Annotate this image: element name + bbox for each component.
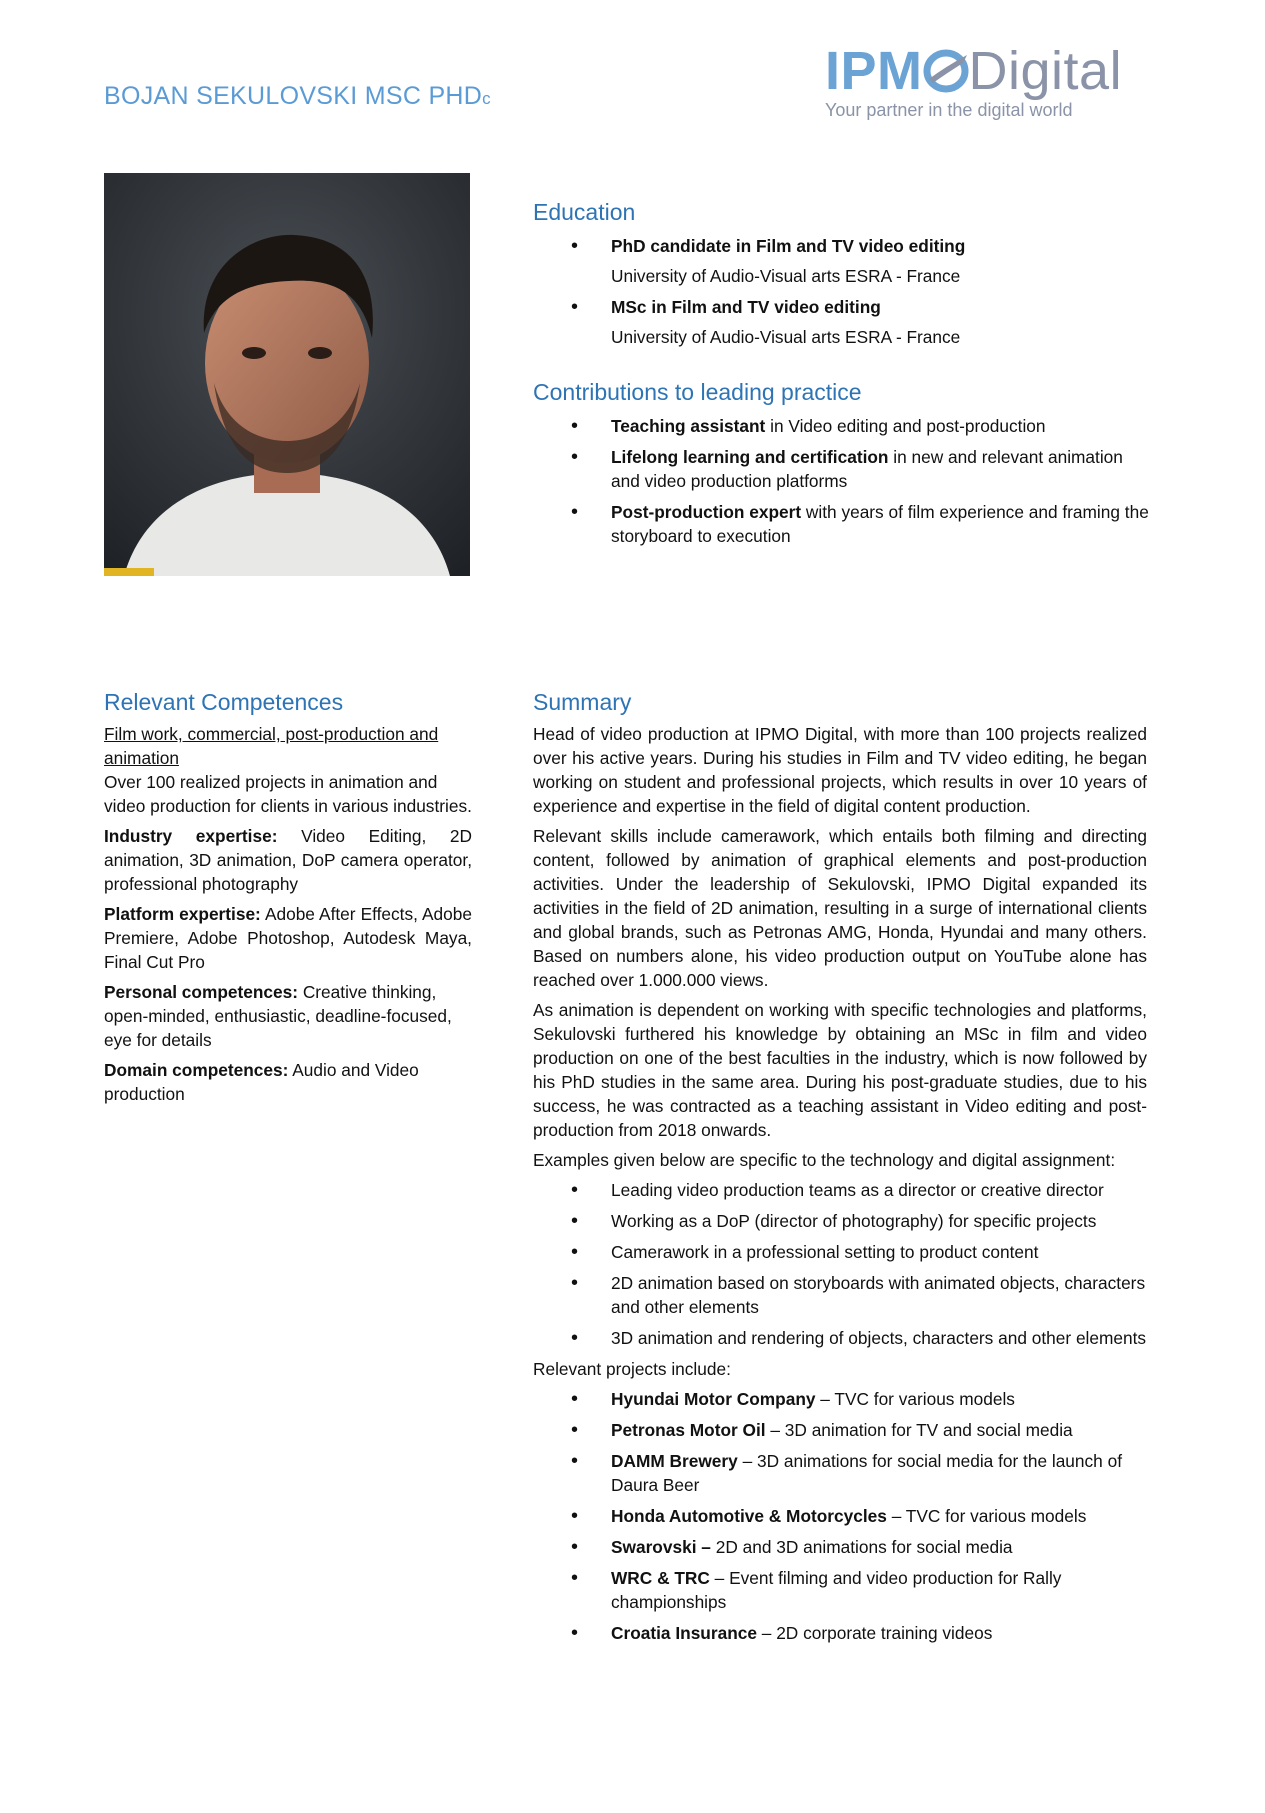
project-text: – 3D animation for TV and social media bbox=[765, 1420, 1073, 1440]
education-institution: University of Audio-Visual arts ESRA - France bbox=[611, 327, 961, 347]
profile-photo bbox=[104, 173, 470, 576]
logo-o-swoosh-icon bbox=[923, 45, 969, 89]
company-logo bbox=[825, 41, 1135, 124]
contributions-list bbox=[533, 414, 1153, 548]
example-item: • Leading video production teams as a director or creative director bbox=[533, 1178, 1147, 1202]
project-client: Swarovski – bbox=[611, 1537, 711, 1557]
project-text: – 2D corporate training videos bbox=[756, 1623, 993, 1643]
education-degree: MSc in Film and TV video editing bbox=[611, 297, 881, 317]
contributions-title: Contributions to leading practice bbox=[533, 379, 862, 405]
projects-intro: Relevant projects include: bbox=[533, 1359, 731, 1379]
contribution-item bbox=[533, 414, 1153, 438]
summary-section bbox=[533, 690, 1147, 1652]
person-name-text: BOJAN SEKULOVSKI MSC PHD bbox=[104, 82, 483, 110]
projects-list bbox=[533, 1387, 1147, 1645]
logo-tagline: Your partner in the digital world bbox=[825, 100, 1073, 120]
competence-item bbox=[104, 824, 472, 896]
project-client: DAMM Brewery bbox=[611, 1451, 738, 1471]
person-name-suffix: c bbox=[482, 89, 491, 108]
competence-item bbox=[104, 902, 472, 974]
contribution-text: in Video editing and post-production bbox=[765, 416, 1046, 436]
summary-title: Summary bbox=[533, 689, 632, 715]
competence-label: Platform expertise: bbox=[104, 904, 261, 924]
competences-section bbox=[104, 690, 472, 1112]
project-text: – 3D animations for social media for the launch of Daura Beer bbox=[611, 1451, 1122, 1495]
competence-text: Video Editing, 2D animation, 3D animation, DoP camera operator, professional photography bbox=[104, 826, 472, 894]
contribution-bold: Post-production expert bbox=[611, 502, 802, 522]
project-client: Croatia Insurance bbox=[611, 1623, 757, 1643]
contribution-item bbox=[533, 445, 1153, 493]
project-item bbox=[533, 1387, 1147, 1411]
contributions-section bbox=[533, 380, 1153, 555]
contribution-bold: Lifelong learning and certification bbox=[611, 447, 889, 467]
project-client: Hyundai Motor Company bbox=[611, 1389, 816, 1409]
contribution-text: with years of film experience and framing the storyboard to execution bbox=[611, 502, 1149, 546]
competence-label: Domain competences: bbox=[104, 1060, 289, 1080]
competence-item bbox=[104, 980, 472, 1052]
education-item bbox=[533, 295, 1153, 349]
project-text: – TVC for various models bbox=[886, 1506, 1087, 1526]
project-item bbox=[533, 1566, 1147, 1614]
logo-digital-text: Digital bbox=[968, 41, 1123, 101]
competences-intro: Over 100 realized projects in animation and video production for clients in various industries. bbox=[104, 772, 472, 816]
competence-text: Creative thinking, open-minded, enthusiastic, deadline-focused, eye for details bbox=[104, 982, 452, 1050]
contribution-item bbox=[533, 500, 1153, 548]
portrait-icon bbox=[104, 173, 470, 576]
competence-item bbox=[104, 1058, 472, 1106]
example-item: • 3D animation and rendering of objects, characters and other elements bbox=[533, 1326, 1147, 1350]
example-item: • 2D animation based on storyboards with animated objects, characters and other elements bbox=[533, 1271, 1147, 1319]
project-text: – TVC for various models bbox=[815, 1389, 1015, 1409]
competence-label: Industry expertise: bbox=[104, 826, 278, 846]
project-text: – Event filming and video production for Rally championships bbox=[611, 1568, 1062, 1612]
example-item: • Camerawork in a professional setting to product content bbox=[533, 1240, 1147, 1264]
project-item bbox=[533, 1418, 1147, 1442]
examples-intro: Examples given below are specific to the technology and digital assignment: bbox=[533, 1150, 1116, 1170]
education-section bbox=[533, 200, 1153, 356]
logo-wordmark bbox=[825, 41, 1135, 101]
contribution-bold: Teaching assistant bbox=[611, 416, 766, 436]
person-name bbox=[104, 82, 491, 111]
competence-text: Adobe After Effects, Adobe Premiere, Adobe Photoshop, Autodesk Maya, Final Cut Pro bbox=[104, 904, 473, 972]
project-text: 2D and 3D animations for social media bbox=[710, 1537, 1013, 1557]
project-item bbox=[533, 1504, 1147, 1528]
project-client: WRC & TRC bbox=[611, 1568, 710, 1588]
education-item bbox=[533, 234, 1153, 288]
logo-ipm-text: IPM bbox=[825, 41, 923, 101]
competences-title: Relevant Competences bbox=[104, 689, 344, 715]
competence-text: Audio and Video production bbox=[104, 1060, 419, 1104]
project-client: Honda Automotive & Motorcycles bbox=[611, 1506, 887, 1526]
competence-label: Personal competences: bbox=[104, 982, 299, 1002]
project-item bbox=[533, 1535, 1147, 1559]
summary-paragraph: As animation is dependent on working with specific technologies and platforms, Sekulovski furthered his knowledge by obtaining an MSc in film and video production on one of the best faculties in the industry, which is now followed by his PhD studies in the same area. During his post-graduate studies, due to his success, he was contracted as a teaching assistant in Video editing and post-production from 2018 onwards. bbox=[533, 1000, 1147, 1140]
education-institution: University of Audio-Visual arts ESRA - France bbox=[611, 266, 961, 286]
project-item bbox=[533, 1621, 1147, 1645]
examples-list bbox=[533, 1178, 1147, 1350]
summary-paragraph: Head of video production at IPMO Digital, with more than 100 projects realized over his active years. During his studies in Film and TV video editing, he began working on student and professional projects, which results in over 10 years of experience and expertise in the field of digital content production. bbox=[533, 724, 1147, 816]
education-list bbox=[533, 234, 1153, 349]
education-title: Education bbox=[533, 199, 636, 225]
summary-paragraph: Relevant skills include camerawork, which entails both filming and directing content, followed by animation of graphical elements and post-production activities. Under the leadership of Sekulovski, IPMO Digital expanded its activities in the field of 2D animation, resulting in a surge of international clients and global brands, such as Petronas AMG, Honda, Hyundai and many others. Based on numbers alone, his video production output on YouTube alone has reached over 1.000.000 views. bbox=[533, 826, 1147, 990]
contribution-text: in new and relevant animation and video production platforms bbox=[611, 447, 1123, 491]
example-item: • Working as a DoP (director of photography) for specific projects bbox=[533, 1209, 1147, 1233]
project-client: Petronas Motor Oil bbox=[611, 1420, 766, 1440]
education-degree: PhD candidate in Film and TV video editing bbox=[611, 236, 966, 256]
project-item bbox=[533, 1449, 1147, 1497]
competences-underlined: Film work, commercial, post-production and animation bbox=[104, 724, 439, 768]
